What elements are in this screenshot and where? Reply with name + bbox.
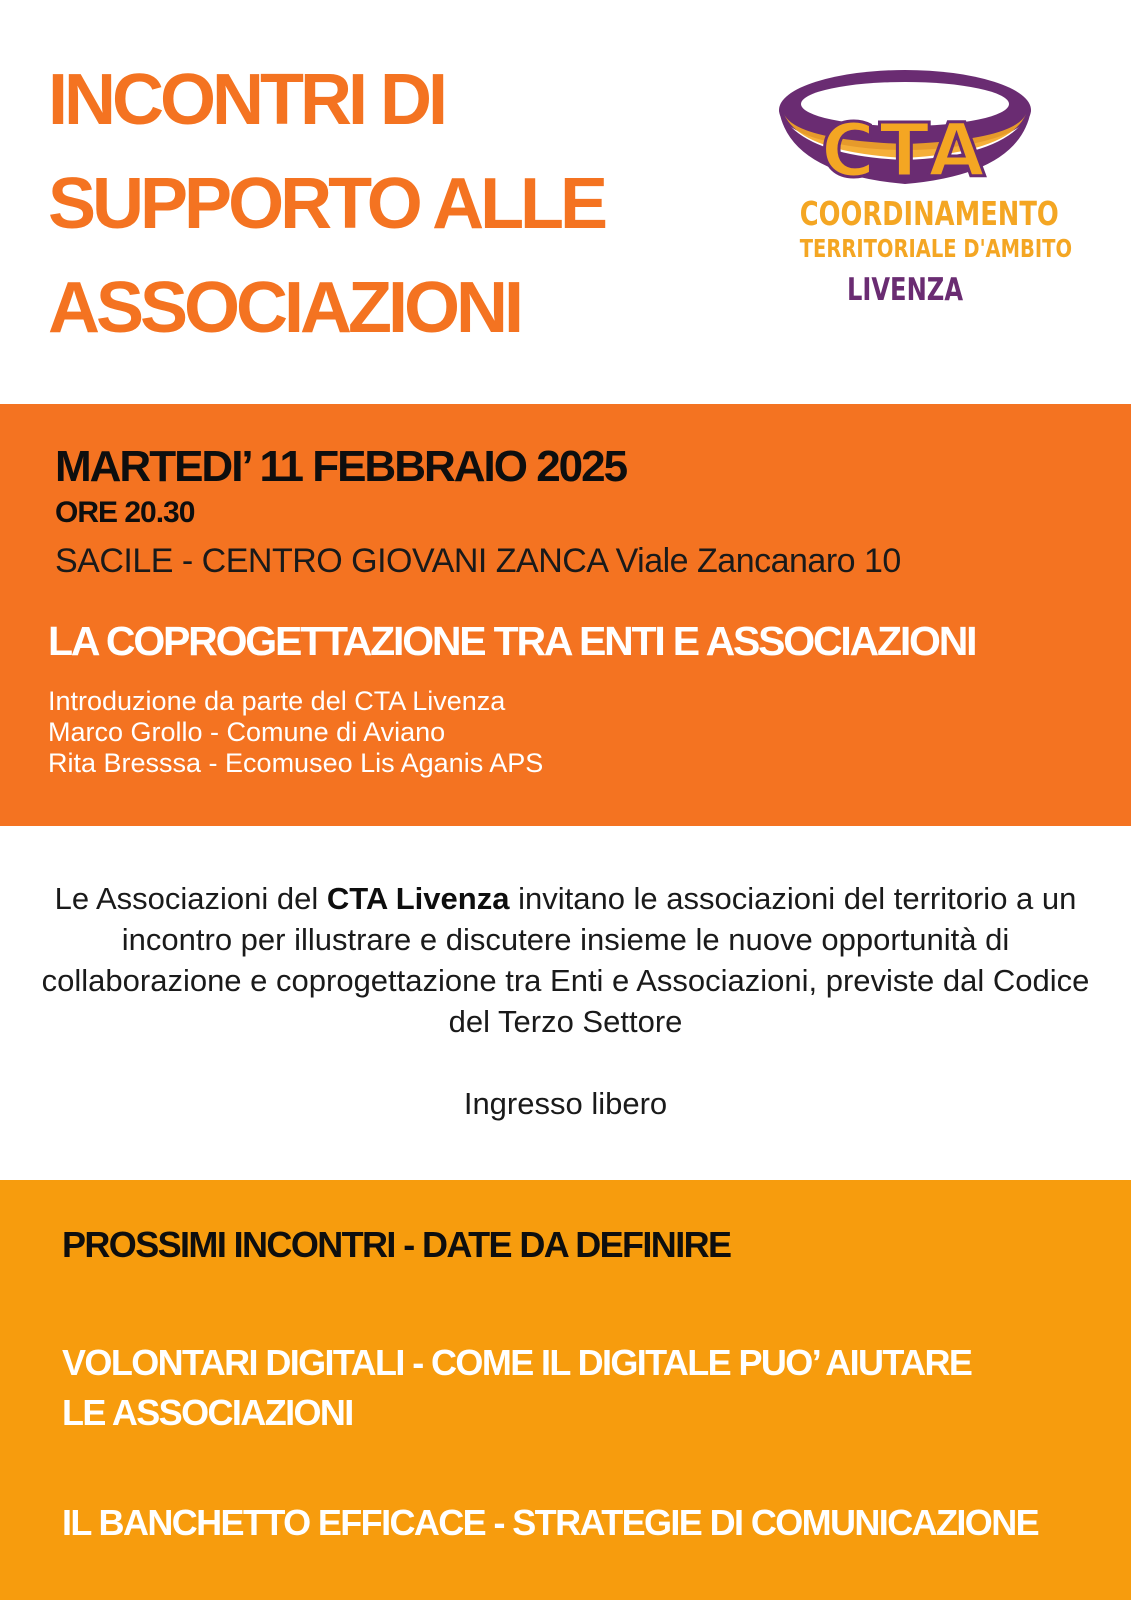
main-title-line: ASSOCIAZIONI bbox=[48, 268, 521, 348]
event-topic: LA COPROGETTAZIONE TRA ENTI E ASSOCIAZIONI bbox=[48, 618, 976, 664]
logo-line-2: TERRITORIALE D'AMBITO bbox=[799, 234, 1073, 263]
entry-note: Ingresso libero bbox=[463, 1086, 668, 1121]
event-description bbox=[30, 878, 1101, 1042]
upcoming-event-line: VOLONTARI DIGITALI - COME IL DIGITALE PUO’ AIUTARE bbox=[62, 1342, 972, 1383]
logo-line-1: COORDINAMENTO bbox=[799, 194, 1059, 233]
upcoming-event-line: LE ASSOCIAZIONI bbox=[62, 1392, 353, 1433]
speaker-list bbox=[48, 686, 543, 779]
upcoming-section bbox=[0, 1180, 1131, 1600]
description-highlight: CTA Livenza bbox=[326, 881, 510, 916]
description-section bbox=[0, 826, 1131, 1180]
speaker-item: Introduzione da parte del CTA Livenza bbox=[48, 686, 506, 716]
speaker-item: Marco Grollo - Comune di Aviano bbox=[48, 717, 446, 747]
cta-mark-text: CTA bbox=[820, 108, 990, 194]
speaker-item: Rita Bresssa - Ecomuseo Lis Aganis APS bbox=[48, 748, 544, 778]
event-time: ORE 20.30 bbox=[55, 496, 195, 529]
header-section bbox=[0, 0, 1131, 404]
logo-line-3: LIVENZA bbox=[846, 272, 964, 308]
upcoming-event-2: IL BANCHETTO EFFICACE - STRATEGIE DI COMUNICAZIONE bbox=[62, 1502, 1039, 1543]
upcoming-title: PROSSIMI INCONTRI - DATE DA DEFINIRE bbox=[62, 1224, 731, 1265]
event-details-section bbox=[0, 404, 1131, 826]
main-title-line: SUPPORTO ALLE bbox=[48, 164, 605, 244]
main-title-line: INCONTRI DI bbox=[48, 60, 444, 140]
upcoming-event-1 bbox=[62, 1338, 971, 1438]
description-text: Le Associazioni del bbox=[54, 881, 327, 916]
event-location: SACILE - CENTRO GIOVANI ZANCA Viale Zancanaro 10 bbox=[55, 542, 901, 580]
description-text: invitano le associazioni del territorio a un incontro per illustrare e discutere insieme le nuove opportunità di collaborazione e coprogettazione tra Enti e Associazioni, previste dal Codice del Terzo Settore bbox=[41, 881, 1090, 1039]
main-title bbox=[48, 48, 604, 360]
cta-logo bbox=[770, 64, 1073, 314]
event-date: MARTEDI’ 11 FEBBRAIO 2025 bbox=[55, 442, 627, 491]
cta-logo-mark bbox=[770, 64, 1040, 194]
